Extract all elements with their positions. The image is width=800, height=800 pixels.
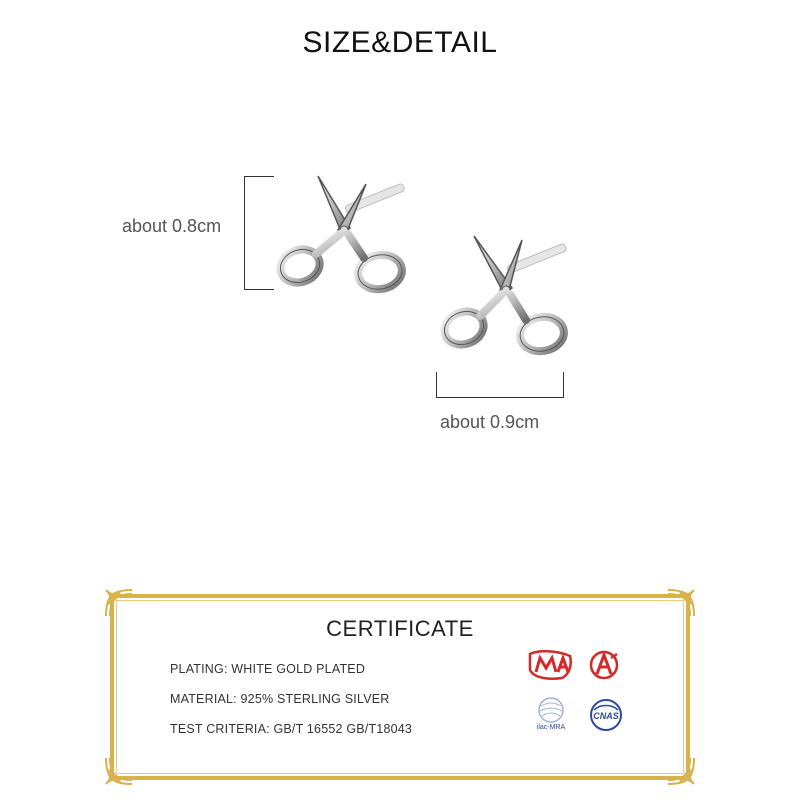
ornament-corner-icon <box>664 586 698 620</box>
width-label: about 0.9cm <box>440 412 540 432</box>
ornament-corner-icon <box>102 586 136 620</box>
page-title: SIZE&DETAIL <box>302 26 498 59</box>
svg-text:ilac-MRA: ilac-MRA <box>536 724 566 731</box>
certificate-title: CERTIFICATE <box>326 616 474 641</box>
test-criteria-line: TEST CRITERIA: GB/T 16552 GB/T18043 <box>170 722 413 736</box>
scissors-earring-right <box>430 228 580 368</box>
scissors-earring-left <box>268 168 418 308</box>
cma-logo-icon <box>526 650 576 680</box>
cnas-logo-icon <box>586 698 626 732</box>
cal-logo-icon <box>586 650 622 680</box>
plating-line: PLATING: WHITE GOLD PLATED <box>170 662 366 676</box>
ornament-corner-icon <box>664 754 698 788</box>
svg-text:CNAS: CNAS <box>593 711 619 721</box>
ilac-mra-logo-icon <box>526 696 576 732</box>
certificate-panel <box>110 594 690 780</box>
width-bracket <box>436 372 564 398</box>
height-label: about 0.8cm <box>122 216 222 236</box>
ornament-corner-icon <box>102 754 136 788</box>
material-line: MATERIAL: 925% STERLING SILVER <box>170 692 390 706</box>
